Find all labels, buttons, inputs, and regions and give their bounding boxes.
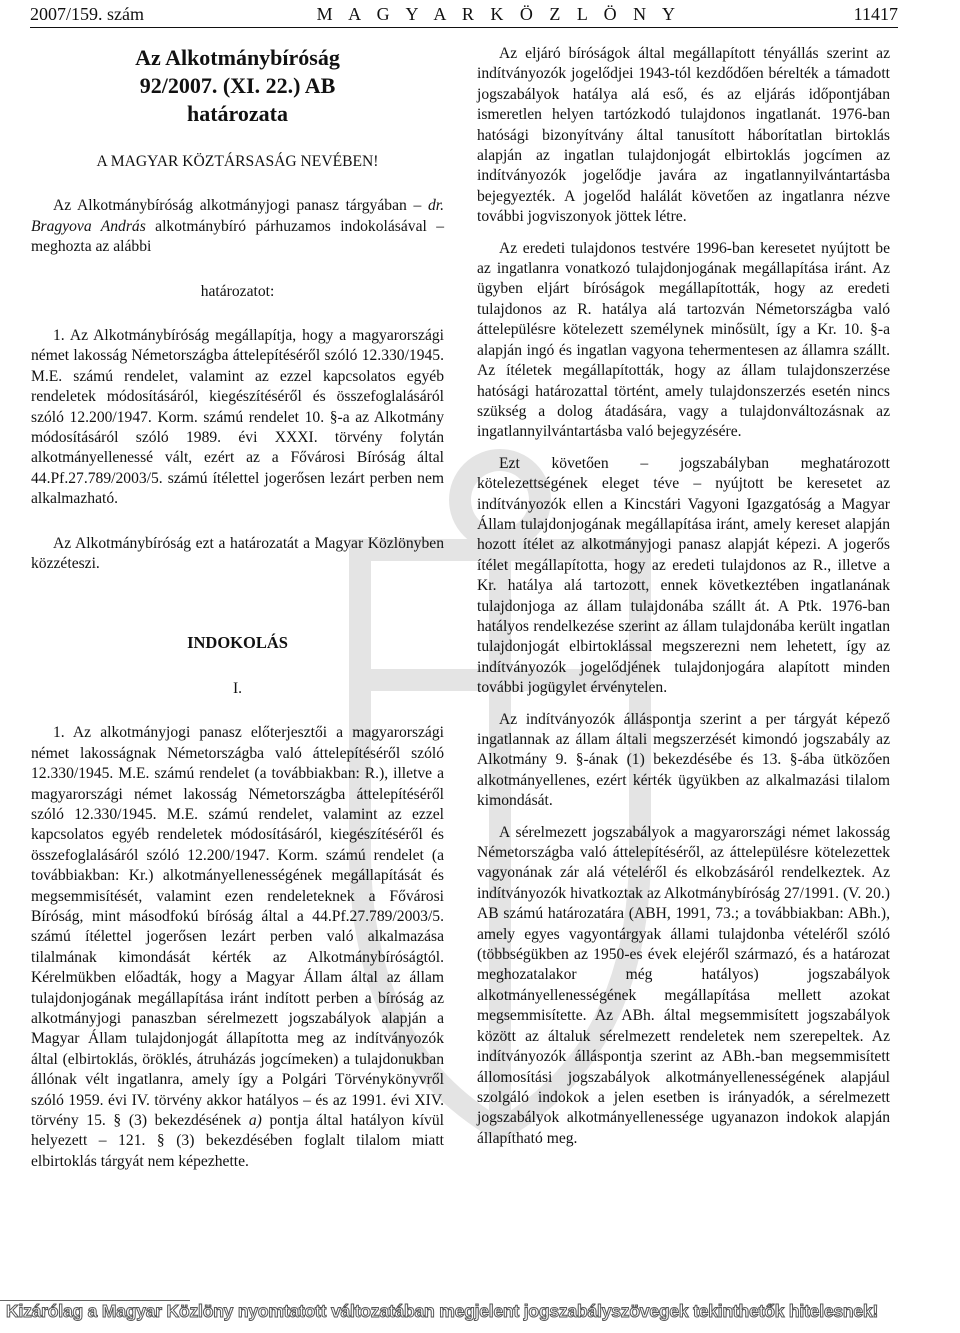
page-header: [30, 4, 898, 24]
operative-point-1: 1. Az Alkotmánybíróság megállapítja, hogy a magyarországi német lakosság Németországba áttelepítéséről szóló 12.330/1945. M.E. számú rendelet, valamint az ezzel kapcsolatos egyéb rendeletek módosításáról, kiegészítéséről és összefoglalásáról szóló 12.200/1947. Korm. számú rendelet 10. §-a az Alkotmány módosításáról szóló 1989. évi XXXI. törvény folytán alkotmányellenessé vált, ezért az a Fővárosi Bíróság által 44.Pf.27.789/2003/5. számú ítélettel jogerősen lezárt perben nem alkalmazható.: [31, 327, 444, 508]
page-number: 11417: [853, 3, 898, 24]
reasoning-text-a: 1. Az alkotmányjogi panasz előterjesztői a magyarországi német lakosságnak Németországba való áttelepítéséről szóló 12.330/1945. M.E. számú rendelet (a továbbiakban: R.), illetve a magyarországi német lakosság Németországba áttelepítéséről szóló 12.330/1945. M.E. számú rendelet, valamint az ezzel kapcsolatos egyéb rendeletek módosításáról, kiegészítéséről és összefoglalásáról szóló 12.200/1947. Korm. számú rendelet (a továbbiakban: Kr.) alkotmányellenességének megállapítását és megsemmisítését, valamint ezen rendeleteknek a Fővárosi Bíróság, mint másodfokú bíróság által a 44.Pf.27.789/2003/5. számú ítélettel jogerősen lezárt perben való alkalmazása tilalmának kimondását kérték az Alkotmánybíróságtól. Kérelmükben előadták, hogy a Magyar Állam által az állam tulajdonjogának megállapítása iránt indított perben a bíróság az alkotmányjogi panaszban sérelmezett jogszabályok alapján a Magyar Állam tulajdonjogát állapította meg az indítványozók által (elbirtoklás, öröklés, átruházás jogcímeken) a tulajdonukban állónak vélt ingatlanra, amely így a Polgári Törvénykönyvről szóló 1959. évi IV. törvény akkor hatályos – és az 1991. évi XIV. törvény 15. § (3) bekezdésének: [31, 724, 444, 1130]
republic-name-heading: A MAGYAR KÖZTÁRSASÁG NEVÉBEN!: [96, 153, 379, 170]
decision-title-line-3: határozata: [186, 101, 289, 126]
reasoning-paragraph-1: [31, 723, 444, 1172]
facts-paragraph: Az eljáró bíróságok által megállapított tényállás szerint az indítványozók jogelődjei 1943-tól kezdődően bérelték a támadott jogszabályok hatálya alá eső, és az eljárás időpontjában ismeretlen helyen tartózkodó tulajdonos ingatlanát. 1976-ban hatósági bizonyítvány által tanusított háborítatlan birtoklás alapján az ingatlan tulajdonjogát elbirtoklás jogcímen az indítványozók jogelődje javára az ingatlannyilvántartásba bejegyezték. A jogelőd halálát követően az ingatlanra nézve további jogviszonyok jöttek létre.: [477, 45, 890, 226]
header-rule: [30, 27, 898, 28]
intro-paragraph: [31, 196, 444, 257]
issue-number: 2007/159. szám: [30, 3, 144, 24]
decision-title-line-2: 92/2007. (XI. 22.) AB: [139, 73, 336, 98]
judge-name: dr. Bragyova András: [31, 197, 444, 235]
right-column: [477, 44, 890, 1149]
petitioner-position-paragraph: Az indítványozók álláspontja szerint a per tárgyát képező ingatlannak az állam általi megszerzését kimondó jogszabály az Alkotmány 9. §-ának (1) bekezdésébe és 13. §-ába ütközően alkotmányellenes, ezért kérték ügyükben az alkalmazási tilalom kimondását.: [477, 710, 890, 810]
intro-text-a: Az Alkotmánybíróság alkotmányjogi panasz tárgyában –: [53, 197, 428, 215]
reasoning-text-b: pontja által hatályon kívül helyezett – 121. § (3) bekezdésében foglalt tilalom miatt elbirtoklás tárgyát nem képezhette.: [31, 1112, 444, 1170]
first-lawsuit-paragraph: Az eredeti tulajdonos testvére 1996-ban keresetet nyújtott be az ingatlanra vonatkozó tulajdonjogának megállapítása iránt. Az ügyben eljárt bíróságok megállapították, hogy az eredeti tulajdonos az R. hatálya alá tartozván Németországba való áttelepülésre kötelezett személynek minősült, így a Kr. 10. §-a alapján ingó és ingatlan vagyona tehermentesen az államra szállt. Az ítéletek megállapították, hogy az állam tulajdonszerzése hatósági határozattal történt, amely tulajdonszerzés esetén nincs szükség a dolog átadására, vagy a tulajdonváltozásnak az ingatlannyilvántartásba való bejegyzésére.: [477, 239, 890, 441]
decision-title-line-1: Az Alkotmánybíróság: [135, 45, 340, 70]
authenticity-notice: Kizárólag a Magyar Közlöny nyomtatott változatában megjelent jogszabályszövegek tekinthetők hitelesnek!: [6, 1301, 879, 1321]
section-roman-numeral: I.: [232, 679, 243, 697]
contested-laws-paragraph: A sérelmezett jogszabályok a magyarországi német lakosság Németországba való áttelepítéséről, az áttelepülésre kötelezettek vagyonának zár alá vételéről és elkobzásáról rendelkeztek. Az indítványozók hivatkoztak az Alkotmánybíróság 27/1991. (V. 20.) AB számú határozatára (ABH, 1991, 73.; a továbbiakban: ABh.), amely egyes vagyontárgyak állami tulajdonba vételéről szóló (többségükben az 1950-es évek elejéről származó, és a határozat meghozatalakor még hatályos) jogszabályok alkotmányellenességének megállapítása mellett azokat megsemmisítette. Az ABh. által megsemmisített jogszabályok között az általuk sérelmezett rendeletek nem szerepeltek. Az indítványozók álláspontja szerint az ABh.-ban megsemmisített állomosítási jogszabályok alkotmányellenességének alapjául szolgáló indokok a jelen esetben is irányadók, a sérelmezett jogszabályok alkotmányellenessége ugyanazon indokok alapján állapítható meg.: [477, 823, 890, 1147]
publication-order: Az Alkotmánybíróság ezt a határozatát a Magyar Közlönyben közzéteszi.: [31, 534, 444, 573]
left-column: [31, 44, 444, 1172]
decision-label: határozatot:: [200, 282, 275, 300]
reasoning-point-ref: a): [248, 1112, 262, 1130]
intro-text-b: alkotmánybíró párhuzamos indokolásával – meghozta az alábbi: [31, 217, 444, 256]
reasoning-heading: INDOKOLÁS: [187, 632, 288, 652]
state-claim-paragraph: Ezt követően – jogszabályban meghatározott kötelezettségének eleget téve – nyújtott be keresetet az indítványozók ellen a Kincstári Vagyoni Igazgatóság a Magyar Állam tulajdonjogának megállapítása iránt, amely kereset alapján hozott ítélet az alkotmányjogi panasz alapját képezi. A jogerős ítélet megállapította, hogy az eredeti tulajdonos az R., illetve a Kr. hatálya alá tartozott, ennek következtében ingatlanának tulajdonjoga az állam tulajdonába szállt át. A Ptk. 1976-ban hatályos rendelkezése szerint az állam tulajdonába került ingatlan tulajdonjogát elbirtoklással megszerezni nem lehetett, így az indítványozók jogelődjének tulajdonjogára alapított minden további jogügylet érvénytelen.: [477, 454, 890, 697]
publication-title: M A G Y A R K Ö Z L Ö N Y: [316, 3, 681, 24]
